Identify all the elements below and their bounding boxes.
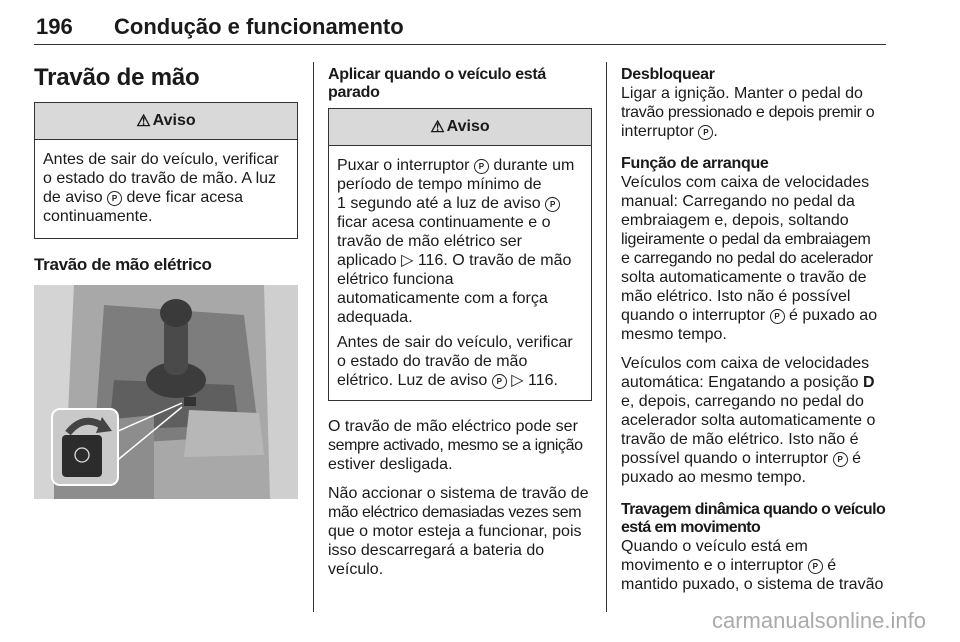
- text-line: Ligar a ignição. Manter o pedal do: [621, 85, 863, 102]
- column-3: [621, 60, 887, 604]
- text-line: solta automaticamente o travão de: [621, 269, 867, 286]
- paragraph: [621, 354, 887, 487]
- column-2: [328, 60, 592, 589]
- column-divider: [606, 62, 607, 612]
- text-line: elétrico funciona: [337, 271, 454, 288]
- text-line: de aviso: [43, 189, 103, 206]
- warning-body: [329, 146, 591, 400]
- section-title: Travão de mão: [34, 64, 200, 91]
- paragraph: [621, 537, 887, 594]
- page-header: [34, 10, 886, 45]
- text-line: quando o interruptor: [621, 307, 766, 324]
- warning-triangle-icon: ⚠: [136, 113, 151, 130]
- text-line: movimento e o interruptor: [621, 557, 804, 574]
- text-line: manual: Carregando no pedal da: [621, 193, 855, 210]
- parking-brake-icon: P: [770, 309, 785, 324]
- console-photo: [34, 285, 298, 499]
- page-ref-icon[interactable]: ▷: [511, 372, 524, 389]
- paragraph: [328, 484, 592, 579]
- text-line: deve ficar acesa: [126, 189, 244, 206]
- subsection-title: Travão de mão elétrico: [34, 255, 212, 274]
- parking-brake-icon: P: [698, 125, 713, 140]
- text-line: 1 segundo até a luz de aviso: [337, 195, 541, 212]
- text-line: possível quando o interruptor: [621, 450, 829, 467]
- text-line: interruptor: [621, 123, 694, 140]
- page-ref-icon[interactable]: ▷: [401, 252, 414, 269]
- text-line: continuamente.: [43, 208, 153, 225]
- text-line: .: [713, 123, 718, 140]
- page-number: 196: [36, 14, 73, 39]
- warning-header: [329, 109, 591, 146]
- text-line: veículo.: [328, 561, 384, 578]
- text-line: O travão de mão eléctrico pode ser: [328, 418, 578, 435]
- section-heading: Aplicar quando o veículo está parado: [328, 66, 547, 101]
- text-line: mão eléctrico demasiadas vezes sem: [328, 504, 582, 521]
- parking-brake-icon: P: [107, 191, 122, 206]
- text-line: é: [852, 450, 862, 467]
- watermark: carmanualsonline.info: [711, 608, 926, 633]
- paragraph: [621, 84, 887, 141]
- warning-body: [35, 140, 297, 238]
- paragraph: [621, 173, 887, 344]
- text-line: e, depois, carregando no pedal do: [621, 393, 864, 410]
- text-line: acelerador solta automaticamente o: [621, 412, 876, 429]
- section-heading: [621, 501, 887, 537]
- text-line: sempre activado, mesmo se a ignição: [328, 437, 583, 454]
- text-line: Não accionar o sistema de travão de: [328, 485, 589, 502]
- text-line: Veículos com caixa de velocidades: [621, 174, 870, 191]
- text-line: Quando o veículo está em: [621, 538, 808, 555]
- text-line: travão pressionado e depois premir o: [621, 104, 875, 121]
- text-line: aplicado: [337, 252, 397, 269]
- text-line: e carregando no pedal do acelerador: [621, 250, 873, 267]
- text-line: Antes de sair do veículo, verificar: [337, 334, 573, 351]
- parking-brake-icon: P: [474, 159, 489, 174]
- text-line: o estado do travão de mão: [337, 353, 528, 370]
- text-line: elétrico. Luz de aviso: [337, 372, 488, 389]
- warning-header: [35, 103, 297, 140]
- parking-brake-icon: P: [545, 197, 560, 212]
- text-line: mão elétrico. Isto não é possível: [621, 288, 851, 305]
- text-line: período de tempo mínimo de: [337, 176, 542, 193]
- text-line: Veículos com caixa de velocidades: [621, 355, 870, 372]
- section-heading: Função de arranque: [621, 155, 769, 172]
- text-line: que o motor esteja a funcionar, pois: [328, 523, 582, 540]
- text-line: 116. O travão de mão: [417, 252, 572, 269]
- text-line: mesmo tempo.: [621, 326, 727, 343]
- text-line: ficar acesa continuamente e o: [337, 214, 551, 231]
- text-line: mantido puxado, o sistema de travão: [621, 576, 884, 593]
- warning-box: [328, 108, 592, 401]
- text-line: é puxado ao: [789, 307, 878, 324]
- gear-position-label: D: [862, 374, 875, 391]
- column-1: [34, 60, 298, 499]
- text-line: automaticamente com a força: [337, 290, 548, 307]
- parking-brake-icon: P: [833, 452, 848, 467]
- console-illustration: [34, 285, 298, 499]
- section-heading: Desbloquear: [621, 66, 715, 83]
- heading-line: Travagem dinâmica quando o veículo: [621, 501, 886, 518]
- text-line: automática: Engatando a posição: [621, 374, 859, 391]
- text-line: durante um: [493, 157, 575, 174]
- column-divider: [313, 62, 314, 612]
- text-line: travão de mão elétrico ser: [337, 233, 522, 250]
- warning-label: Aviso: [152, 112, 196, 129]
- text-line: Antes de sair do veículo, verificar: [43, 151, 279, 168]
- text-line: estiver desligada.: [328, 456, 453, 473]
- text-line: é: [827, 557, 837, 574]
- warning-triangle-icon: ⚠: [430, 119, 445, 136]
- text-line: adequada.: [337, 309, 413, 326]
- text-line: embraiagem e, depois, soltando: [621, 212, 849, 229]
- text-line: travão de mão elétrico. Isto não é: [621, 431, 859, 448]
- text-line: ligeiramente o pedal da embraiagem: [621, 231, 871, 248]
- parking-brake-icon: P: [808, 559, 823, 574]
- warning-label: Aviso: [446, 118, 490, 135]
- text-line: isso descarregará a bateria do: [328, 542, 545, 559]
- text-line: o estado do travão de mão. A luz: [43, 170, 277, 187]
- heading-line: está em movimento: [621, 519, 761, 536]
- parking-brake-icon: P: [492, 374, 507, 389]
- text-line: puxado ao mesmo tempo.: [621, 469, 806, 486]
- paragraph: [328, 417, 592, 474]
- warning-box: [34, 102, 298, 239]
- text-line: Puxar o interruptor: [337, 157, 470, 174]
- chapter-title: Condução e funcionamento: [114, 14, 404, 39]
- text-line: 116.: [527, 372, 558, 389]
